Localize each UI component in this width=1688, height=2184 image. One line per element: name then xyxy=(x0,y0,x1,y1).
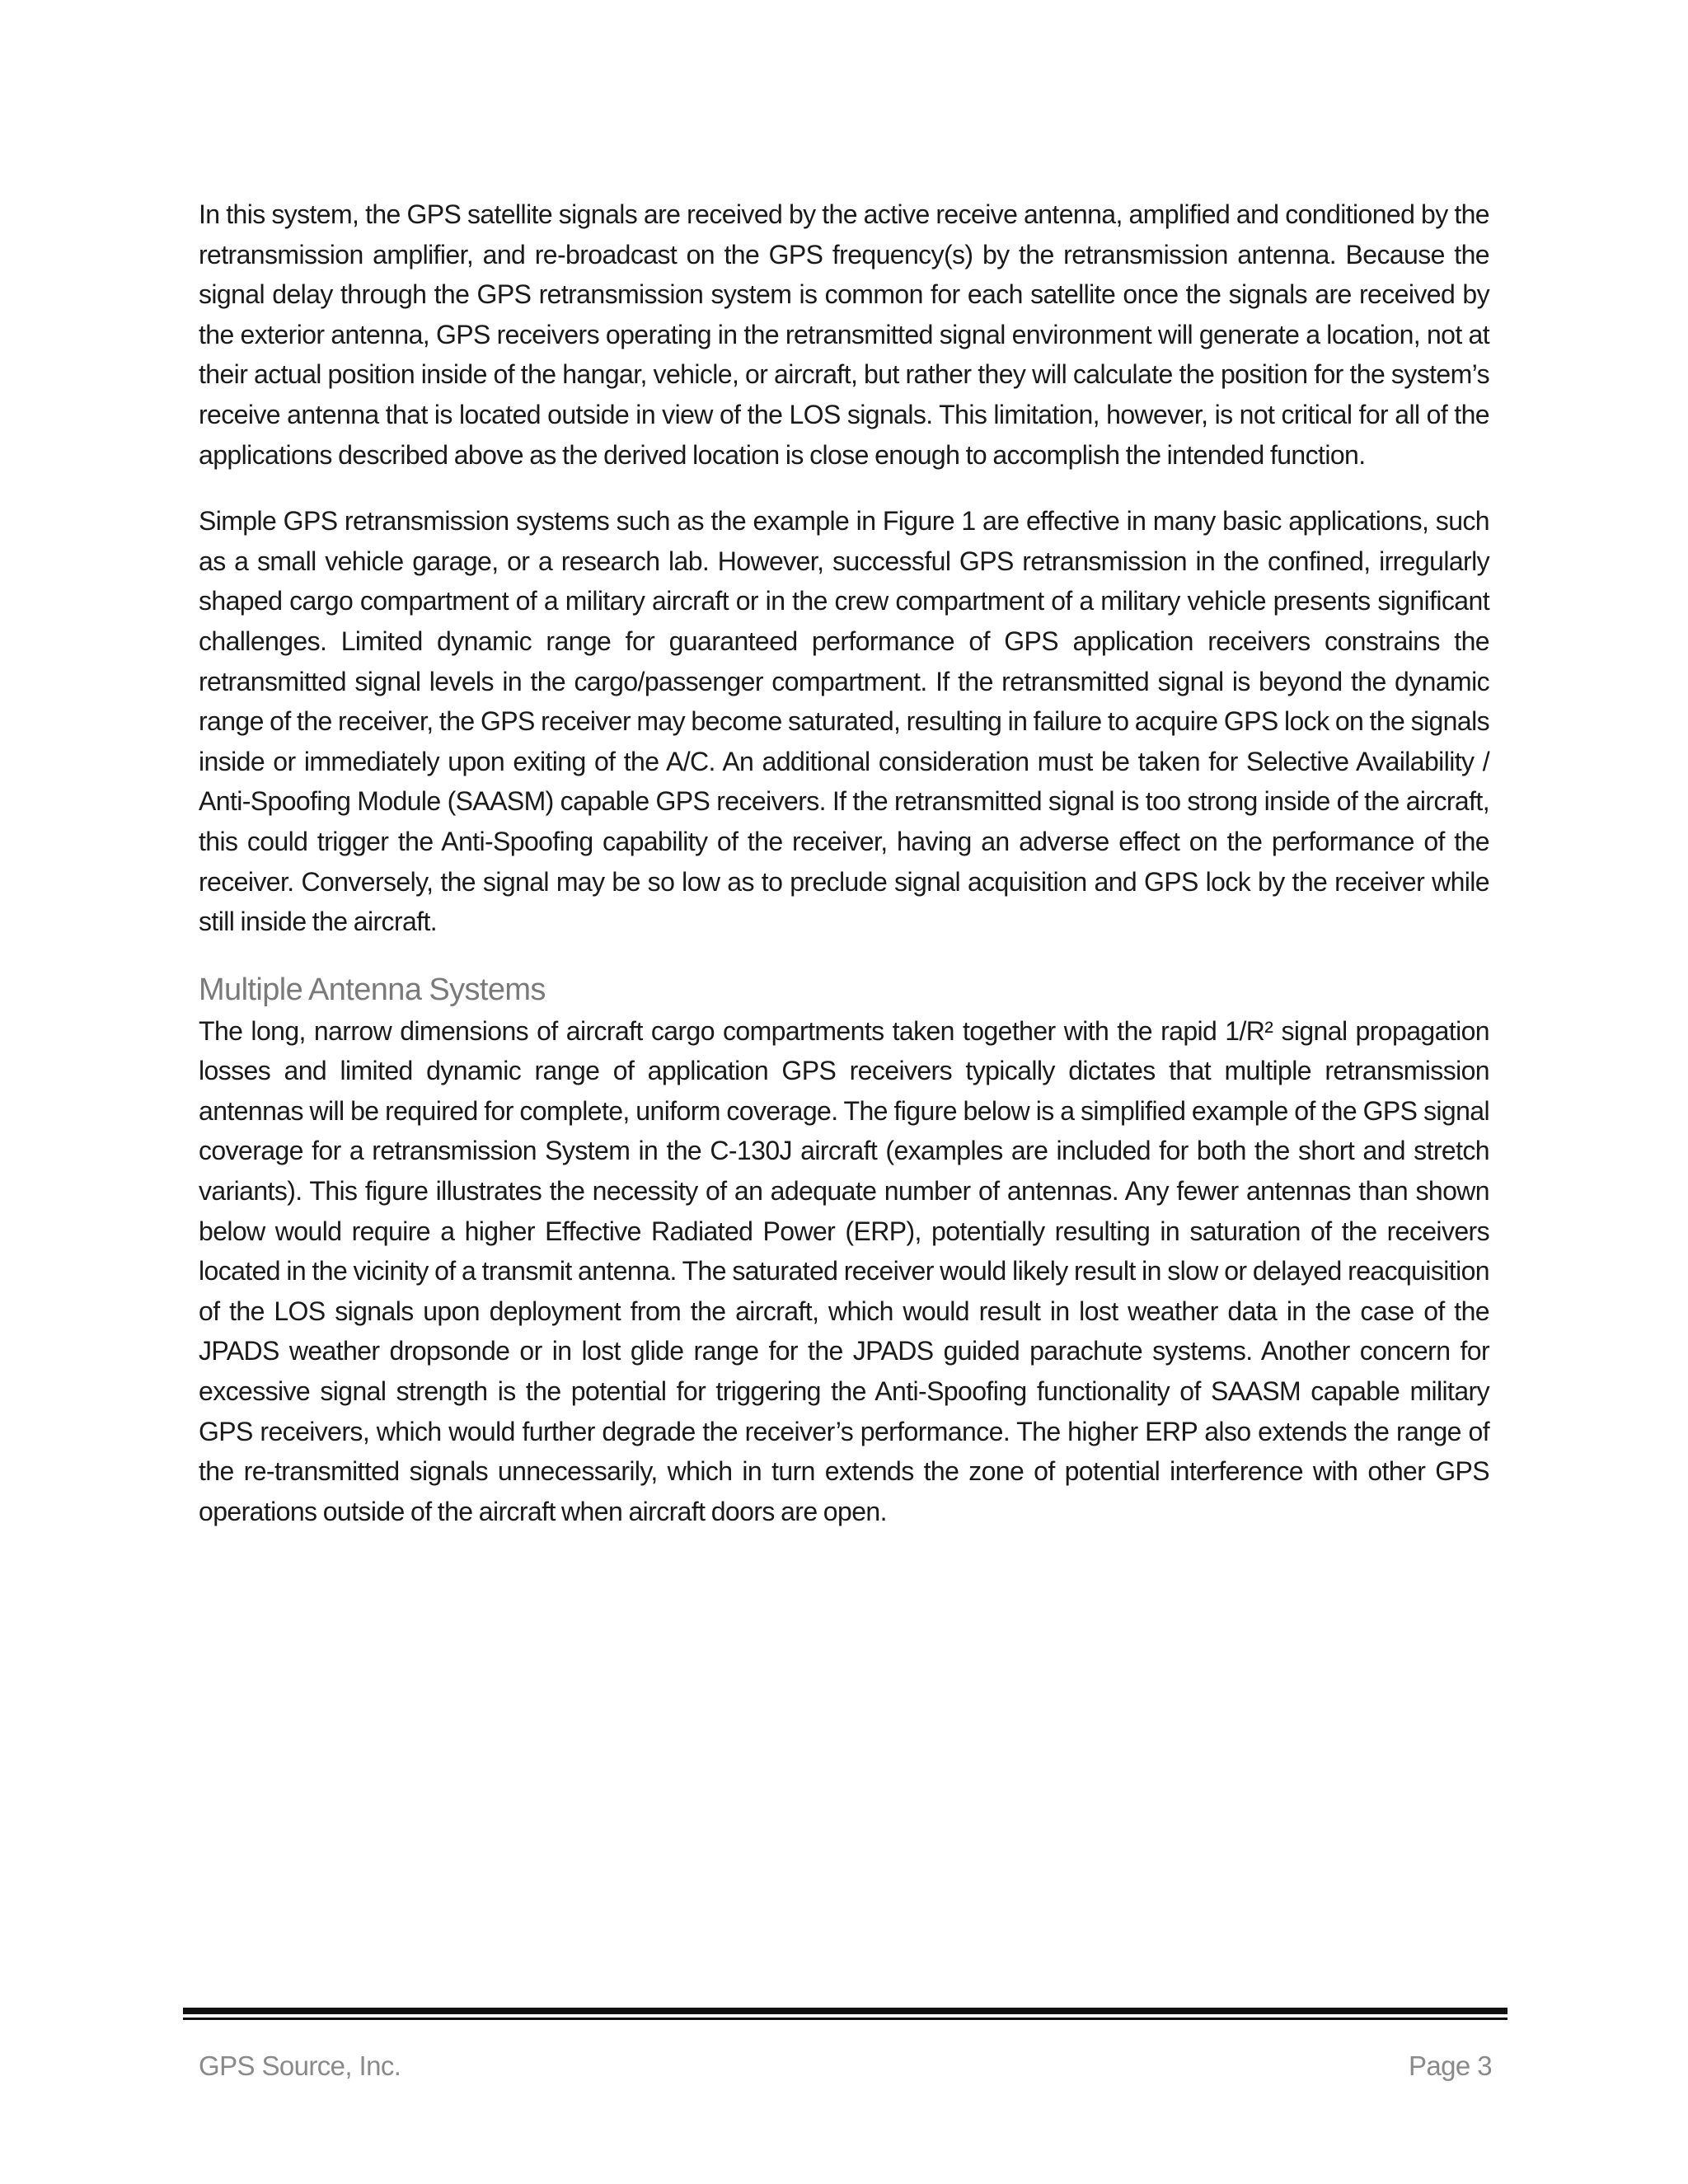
body-paragraph-1: In this system, the GPS satellite signals are received by the active receive antenna, amplified and conditioned by the retransmission amplifier, and re-broadcast on the GPS frequency(s) by the retransmission antenna. Because the signal delay through the GPS retransmission system is common for each satellite once the signals are received by the exterior antenna, GPS receivers operating in the retransmitted signal environment will generate a location, not at their actual position inside of the hangar, vehicle, or aircraft, but rather they will calculate the position for the system’s receive antenna that is located outside in view of the LOS signals. This limitation, however, is not critical for all of the applications described above as the derived location is close enough to accomplish the intended function. xyxy=(199,199,1489,470)
footer-rule-thin xyxy=(183,2018,1507,2020)
footer-page-number: Page 3 xyxy=(1409,2050,1492,2081)
section-heading: Multiple Antenna Systems xyxy=(199,972,546,1007)
body-paragraph-3: The long, narrow dimensions of aircraft cargo compartments taken together with the rapid 1/R² signal propagation losses and limited dynamic range of application GPS receivers typically dictates that multiple retransmission antennas will be required for complete, uniform coverage. The figure below is a simplified example of the GPS signal coverage for a retransmission System in the C-130J aircraft (examples are included for both the short and stretch variants). This figure illustrates the necessity of an adequate number of antennas. Any fewer antennas than shown below would require a higher Effective Radiated Power (ERP), potentially resulting in saturation of the receivers located in the vicinity of a transmit antenna. The saturated receiver would likely result in slow or delayed reacquisition of the LOS signals upon deployment from the aircraft, which would result in lost weather data in the case of the JPADS weather dropsonde or in lost glide range for the JPADS guided parachute systems. Another concern for excessive signal strength is the potential for triggering the Anti-Spoofing functionality of SAASM capable military GPS receivers, which would further degrade the receiver’s performance. The higher ERP also extends the range of the re-transmitted signals unnecessarily, which in turn extends the zone of potential interference with other GPS operations outside of the aircraft when aircraft doors are open. xyxy=(199,1015,1489,1526)
body-paragraph-2: Simple GPS retransmission systems such as the example in Figure 1 are effective in many basic applications, such as a small vehicle garage, or a research lab. However, successful GPS retransmission in the confined, irregularly shaped cargo compartment of a military aircraft or in the crew compartment of a military vehicle presents significant challenges. Limited dynamic range for guaranteed performance of GPS application receivers constrains the retransmitted signal levels in the cargo/passenger compartment. If the retransmitted signal is beyond the dynamic range of the receiver, the GPS receiver may become saturated, resulting in failure to acquire GPS lock on the signals inside or immediately upon exiting of the A/C. An additional consideration must be taken for Selective Availability / Anti-Spoofing Module (SAASM) capable GPS receivers. If the retransmitted signal is too strong inside of the aircraft, this could trigger the Anti-Spoofing capability of the receiver, having an adverse effect on the performance of the receiver. Conversely, the signal may be so low as to preclude signal acquisition and GPS lock by the receiver while still inside the aircraft. xyxy=(199,506,1489,937)
footer-company-name: GPS Source, Inc. xyxy=(199,2050,401,2081)
document-body xyxy=(199,194,1489,1531)
footer-rule-thick xyxy=(183,2008,1507,2014)
